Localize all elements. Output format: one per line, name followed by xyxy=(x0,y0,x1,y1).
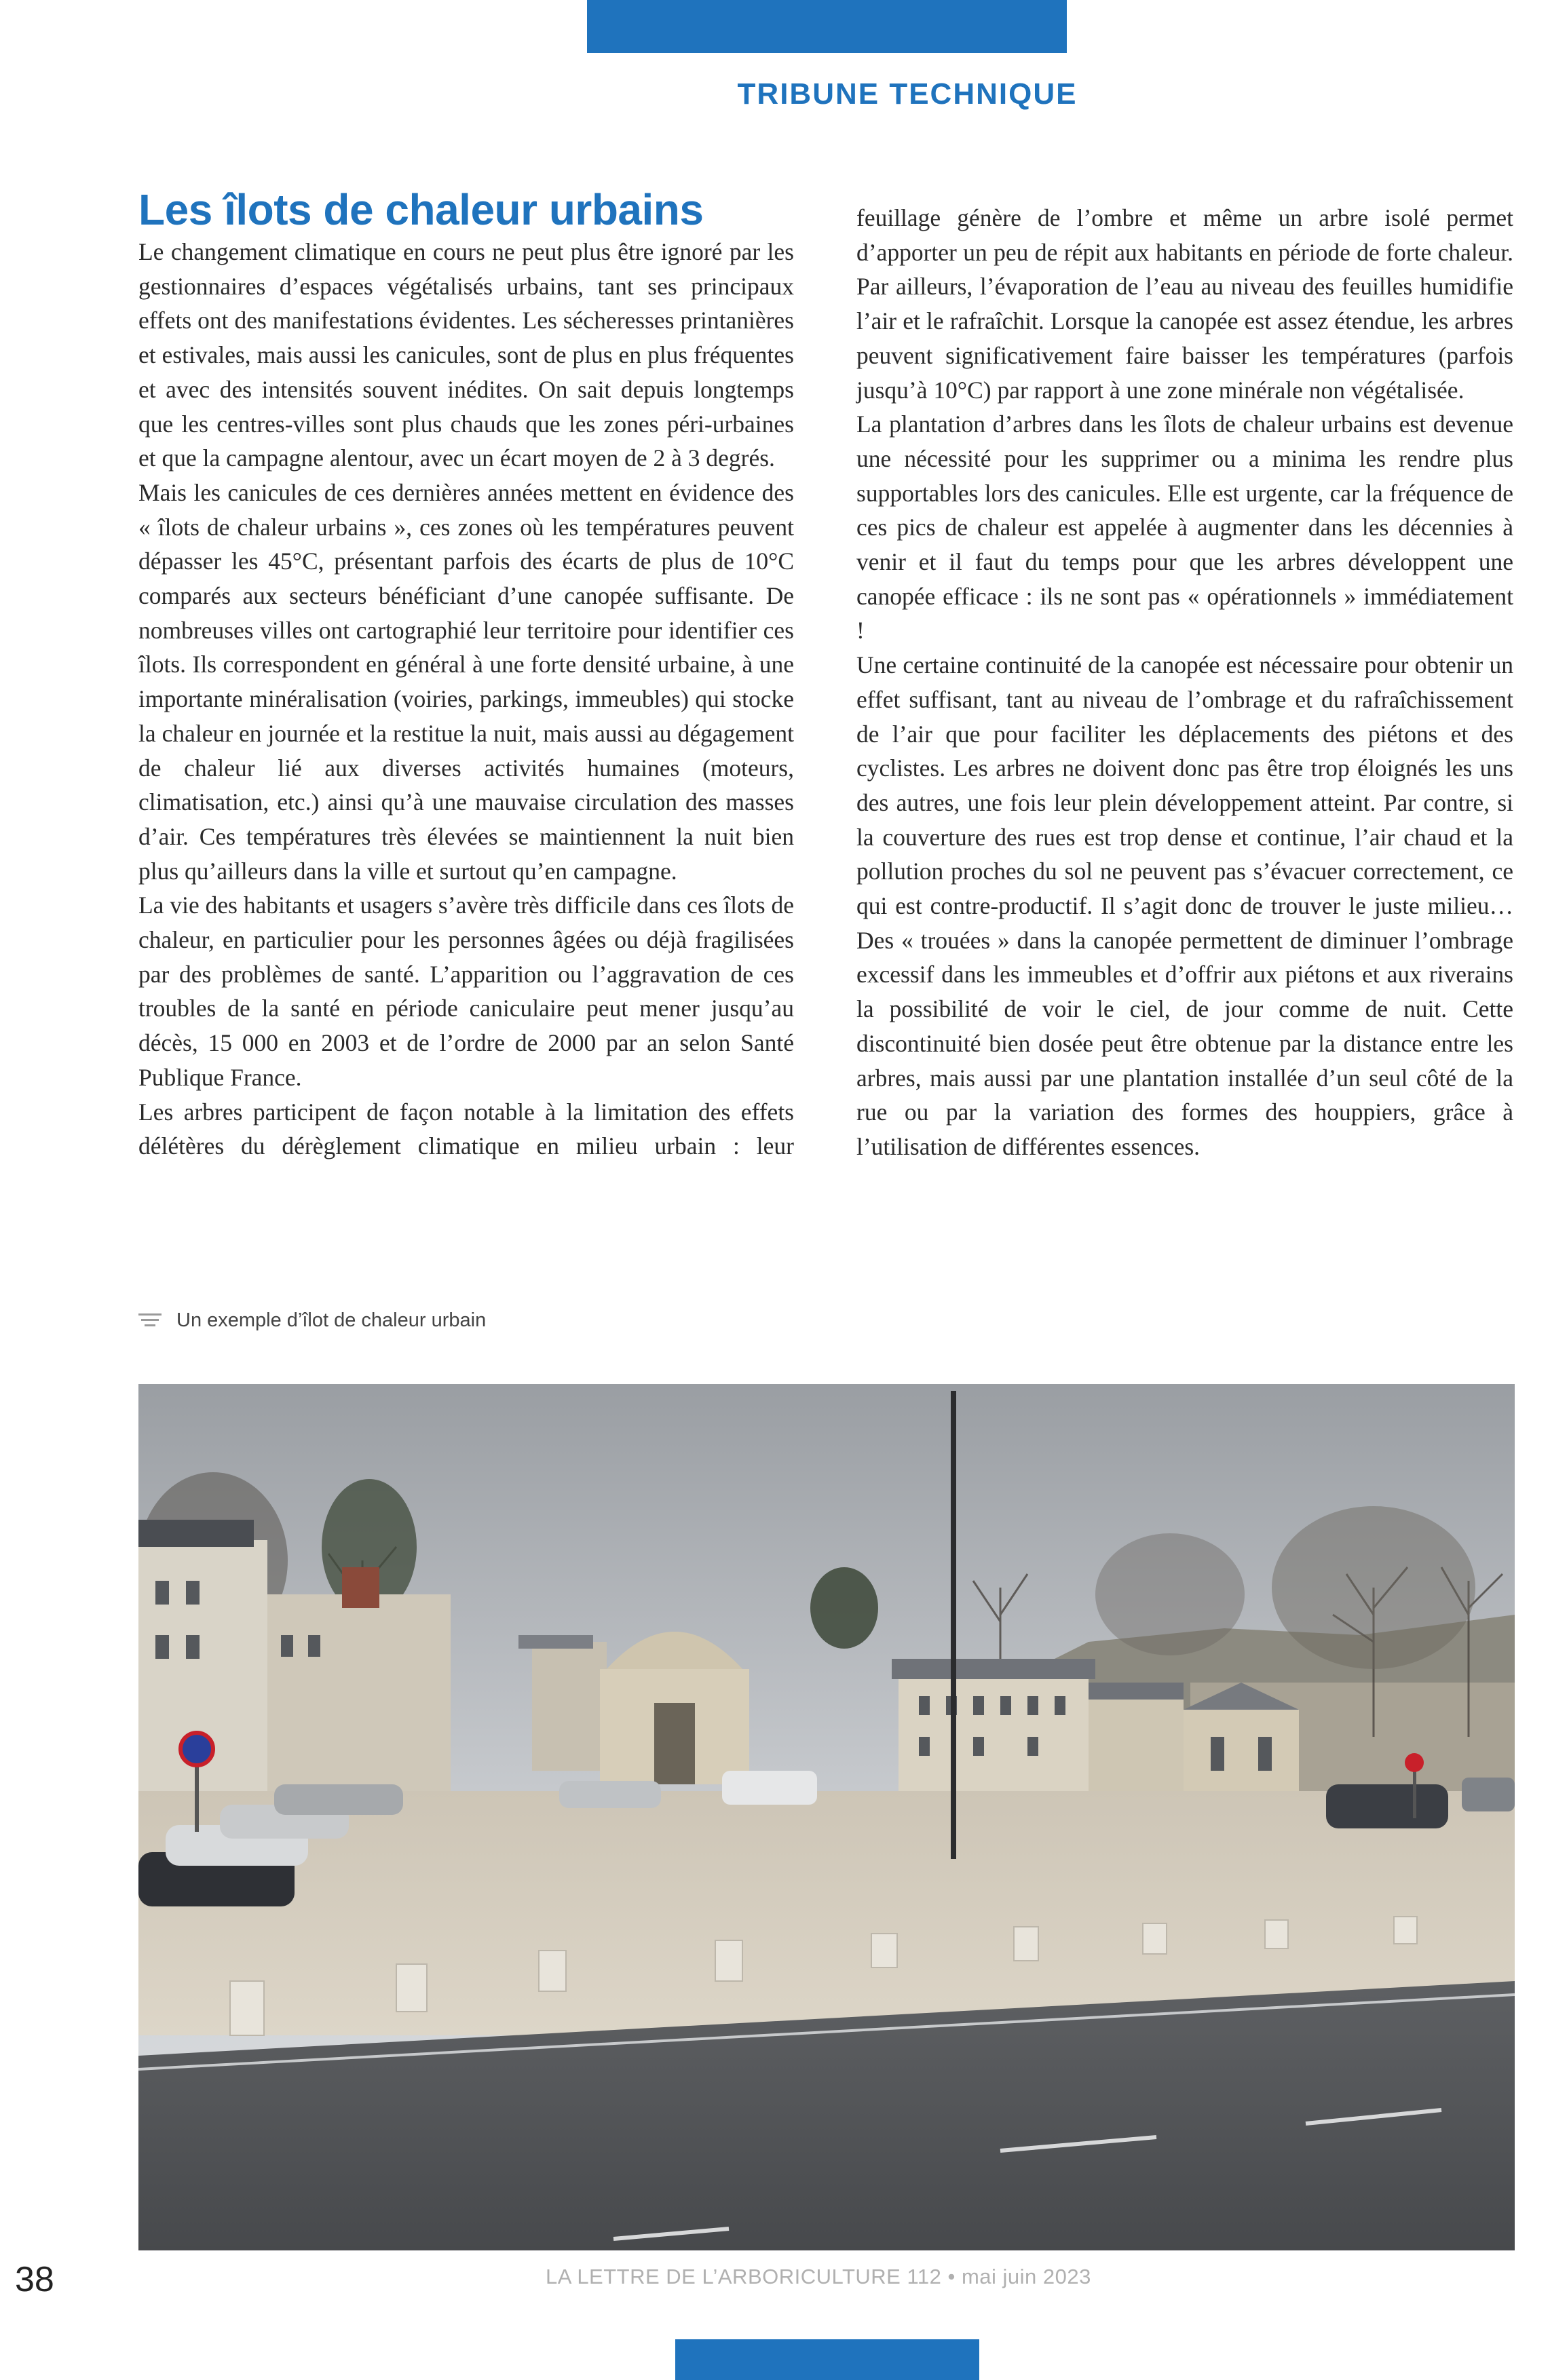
article-title: Les îlots de chaleur urbains xyxy=(138,185,704,234)
article-left-column xyxy=(138,185,794,1164)
paragraph: La plantation d’arbres dans les îlots de chaleur urbains est devenue une nécessité pour les supprimer ou a minima les rendre plus supportables lors des canicules. Elle est urgente, car la fréquence de ces pics de chaleur est appelée à augmenter dans les décennies à venir et il faut du temps pour que les arbres développent une canopée efficace : ils ne sont pas « opérationnels » immédiatement ! xyxy=(856,410,1513,645)
header-accent-bar xyxy=(587,0,1067,53)
article-right-column xyxy=(856,201,1513,1164)
footer-accent-bar xyxy=(675,2339,979,2380)
paragraph: feuillage génère de l’ombre et même un arbre isolé permet d’apporter un peu de répit aux habitants en période de forte chaleur. Par ailleurs, l’évaporation de l’eau au niveau des feuilles humidifie l’air et le rafraîchit. Lorsque la canopée est assez étendue, les arbres peuvent significativement faire baisser les températures (parfois jusqu’à 10°C) par rapport à une zone minérale non végétalisée. xyxy=(856,204,1513,404)
paragraph: Mais les canicules de ces dernières années mettent en évidence des « îlots de chaleur urbains », ces zones où les températures peuvent dépasser les 45°C, présentant parfois des écarts de plus de 10°C comparés aux secteurs bénéficiant d’une canopée suffisante. De nombreuses villes ont cartographié leur territoire pour identifier ces îlots. Ils correspondent en général à une forte densité urbaine, à une importante minéralisation (voiries, parkings, immeubles) qui stocke la chaleur en journée et la restitue la nuit, mais aussi au dégagement de chaleur lié aux diverses activités humaines (moteurs, climatisation, etc.) ainsi qu’à une mauvaise circulation des masses d’air. Ces températures très élevées se maintiennent la nuit bien plus qu’ailleurs dans la ville et surtout qu’en campagne. xyxy=(138,478,794,885)
caption-text: Un exemple d’îlot de chaleur urbain xyxy=(176,1309,487,1331)
paragraph: Le changement climatique en cours ne peut plus être ignoré par les gestionnaires d’espaces végétalisés urbains, tant ses principaux effets ont des manifestations évidentes. Les sécheresses printanières et estivales, mais aussi les canicules, sont de plus en plus fréquentes et avec des intensités souvent inédites. On sait depuis longtemps que les centres-villes sont plus chauds que les zones péri-urbaines et que la campagne alentour, avec un écart moyen de 2 à 3 degrés. xyxy=(138,238,794,472)
caption-lines-icon xyxy=(138,1312,162,1328)
figure-caption xyxy=(138,1304,486,1337)
page-number: 38 xyxy=(15,2260,54,2299)
section-label: TRIBUNE TECHNIQUE xyxy=(737,77,1078,111)
paragraph: La vie des habitants et usagers s’avère très difficile dans ces îlots de chaleur, en particulier pour les personnes âgées ou déjà fragilisées par des problèmes de santé. L’apparition ou l’aggravation de ces troubles de la santé en période caniculaire peut mener jusqu’au décès, 15 000 en 2003 et de l’ordre de 2000 par an selon Santé Publique France. xyxy=(138,891,794,1091)
publication-footer: LA LETTRE DE L’ARBORICULTURE 112 • mai juin 2023 xyxy=(546,2265,1091,2288)
paragraph: Les arbres participent de façon notable à la limitation des effets délétères du dérèglement climatique en milieu urbain : leur xyxy=(138,1098,794,1160)
paragraph: Une certaine continuité de la canopée est nécessaire pour obtenir un effet suffisant, tant au niveau de l’ombrage et du rafraîchissement de l’air que pour faciliter les déplacements des piétons et des cyclistes. Les arbres ne doivent donc pas être trop éloignés les uns des autres, une fois leur plein développement atteint. Par contre, si la couverture des rues est trop dense et continue, l’air chaud et la pollution proches du sol ne peuvent pas s’évacuer correctement, ce qui est contre-productif. Il s’agit donc de trouver le juste milieu… Des « trouées » dans la canopée permettent de diminuer l’ombrage excessif dans les immeubles et d’offrir aux piétons et aux riverains la possibilité de voir le ciel, de jour comme de nuit. Cette discontinuité bien dosée peut être obtenue par la distance entre les arbres, mais aussi par une plantation installée d’un seul côté de la rue ou par la variation des formes des houppiers, grâce à l’utilisation de différentes essences. xyxy=(856,651,1513,1160)
urban-heat-island-photo xyxy=(138,1384,1515,2250)
